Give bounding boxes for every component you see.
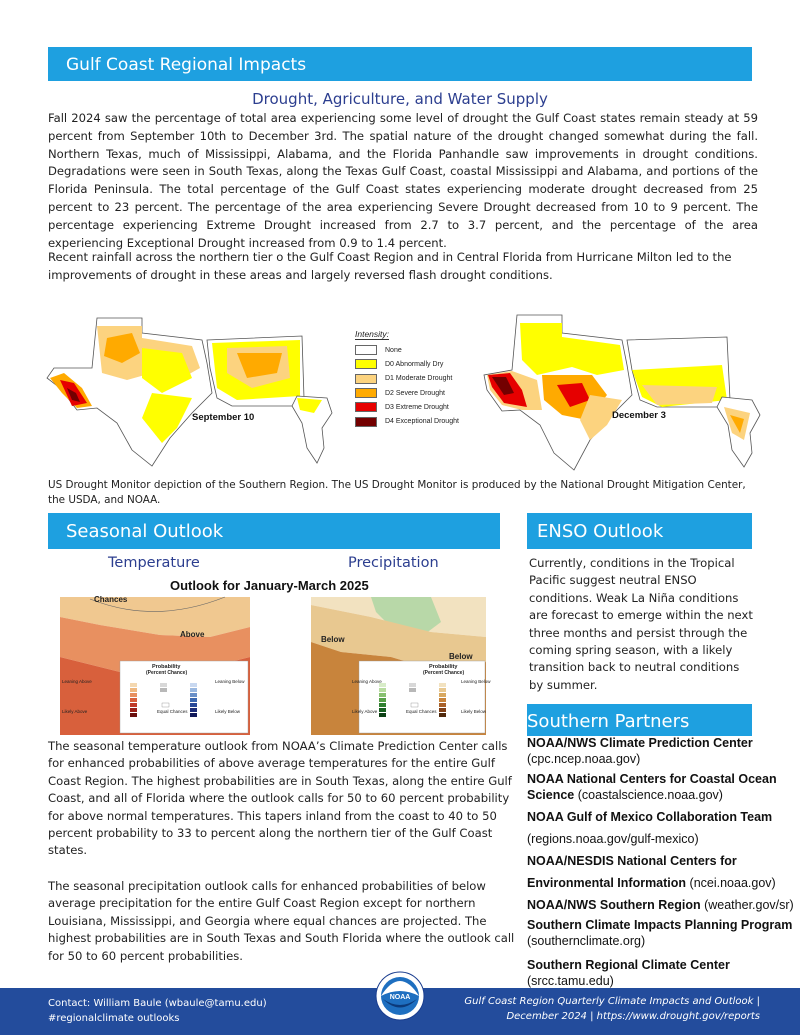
partner-item xyxy=(527,917,800,949)
partner-name: Southern Regional Climate Center xyxy=(527,958,730,972)
drought-map-december xyxy=(482,315,782,470)
map-label-september: September 10 xyxy=(192,412,255,423)
section-header-gulf-coast xyxy=(48,47,752,81)
partner-item xyxy=(527,735,800,767)
footer-hashtag: #regionalclimate outlooks xyxy=(48,1013,180,1024)
temp-prob-sub: (Percent Chance) xyxy=(146,670,188,676)
partner-item xyxy=(527,809,800,847)
partners-list xyxy=(527,735,800,991)
partner-link[interactable]: (ncei.noaa.gov) xyxy=(689,876,776,890)
partner-name-cont: Environmental Information (ncei.noaa.gov) xyxy=(527,876,776,890)
section-header-enso-outlook xyxy=(527,513,752,549)
temp-leaning-below: Leaning Below xyxy=(215,679,245,684)
partner-link[interactable]: (srcc.tamu.edu) xyxy=(527,974,614,988)
section-header-seasonal-outlook xyxy=(48,513,500,549)
drought-map-caption: US Drought Monitor depiction of the Southern Region. The US Drought Monitor is produced by the National Drought Mitigation Center, the USDA, and NOAA. xyxy=(48,479,746,506)
precip-leaning-below: Leaning Below xyxy=(461,679,491,684)
partner-link[interactable]: (regions.noaa.gov/gulf-mexico) xyxy=(527,832,699,846)
enso-paragraph: Currently, conditions in the Tropical Pacific suggest neutral ENSO conditions. Weak La Niña conditions are forecast to emerge within the next three months and persist through the coming spring season, with a likely transition back to neutral conditions by summer. xyxy=(529,556,753,692)
legend-label: D3 Extreme Drought xyxy=(385,403,449,411)
legend-row xyxy=(355,400,475,414)
legend-label: D1 Moderate Drought xyxy=(385,375,453,383)
temperature-outlook-map xyxy=(60,597,250,735)
section-header-southern-partners xyxy=(527,704,752,736)
legend-label: D0 Abnormally Dry xyxy=(385,360,444,368)
footer-contact-block xyxy=(48,996,267,1026)
noaa-logo-icon xyxy=(375,971,425,1021)
legend-swatch xyxy=(355,402,377,412)
partner-name: NOAA National Centers for Coastal Ocean xyxy=(527,772,777,786)
legend-label: D4 Exceptional Drought xyxy=(385,418,459,426)
section-title: Southern Partners xyxy=(527,711,690,732)
drought-paragraph-2: Recent rainfall across the northern tier o the Gulf Coast Region and in Central Florida from Hurricane Milton led to the improvements of drought in these areas and largely reversed flash drought conditions. xyxy=(48,250,732,282)
partner-link[interactable]: (southernclimate.org) xyxy=(527,934,646,948)
legend-swatch xyxy=(355,417,377,427)
outlook-title: Outlook for January-March 2025 xyxy=(170,578,369,593)
partner-name: NOAA/NESDIS National Centers for xyxy=(527,854,737,868)
section-title: Seasonal Outlook xyxy=(66,521,224,542)
drought-map-september xyxy=(42,318,342,468)
precip-prob-title: Probability xyxy=(429,664,458,670)
partner-name: NOAA/NWS Climate Prediction Center xyxy=(527,736,753,750)
legend-row xyxy=(355,386,475,400)
legend-row xyxy=(355,372,475,386)
precipitation-outlook-paragraph: The seasonal precipitation outlook calls for enhanced probabilities of below average precipitation for the entire Gulf Coast Region except for northern Louisiana, Mississippi, and Georgia where equal chances are projected. The highest probabilities are in South Texas and South Florida where the outlook call for 50 to 60 percent probabilities. xyxy=(48,879,515,963)
partner-item xyxy=(527,771,800,803)
legend-row xyxy=(355,343,475,357)
partner-item xyxy=(527,957,800,989)
footer-contact[interactable]: Contact: William Baule (wbaule@tamu.edu) xyxy=(48,998,267,1009)
footer-report-info xyxy=(460,994,760,1024)
legend-swatch xyxy=(355,374,377,384)
temp-likely-below: Likely Below xyxy=(215,709,241,714)
legend-row xyxy=(355,357,475,371)
footer-report-title: Gulf Coast Region Quarterly Climate Impacts and Outlook | xyxy=(464,996,760,1007)
noaa-logo-text: NOAA xyxy=(389,994,411,1001)
precip-map-below-west: Below xyxy=(321,635,345,644)
drought-legend xyxy=(355,329,475,429)
precip-prob-sub: (Percent Chance) xyxy=(423,670,465,676)
legend-swatch xyxy=(355,345,377,355)
temp-map-above-label: Above xyxy=(180,630,205,639)
section-title: ENSO Outlook xyxy=(537,521,664,542)
footer-report-link[interactable]: December 2024 | https://www.drought.gov/reports xyxy=(506,1011,760,1022)
precip-probability-legend xyxy=(352,661,491,733)
precipitation-heading: Precipitation xyxy=(348,555,439,571)
partner-item xyxy=(527,897,800,913)
partner-item xyxy=(527,853,800,891)
legend-label: None xyxy=(385,346,402,354)
partner-name: NOAA Gulf of Mexico Collaboration Team xyxy=(527,810,773,824)
partner-link[interactable]: (weather.gov/sr) xyxy=(704,898,794,912)
partner-link[interactable]: (coastalscience.noaa.gov) xyxy=(577,788,723,802)
legend-title: Intensity: xyxy=(355,329,390,339)
precip-likely-above: Likely Above xyxy=(352,709,378,714)
partner-name: NOAA/NWS Southern Region xyxy=(527,898,701,912)
precip-equal-chances: Equal Chances xyxy=(406,709,437,714)
legend-row xyxy=(355,414,475,428)
temp-leaning-above: Leaning Above xyxy=(62,679,92,684)
precip-map-below-east: Below xyxy=(449,652,473,661)
temp-equal-chances: Equal Chances xyxy=(157,709,188,714)
legend-label: D2 Severe Drought xyxy=(385,389,445,397)
precipitation-outlook-map xyxy=(311,597,491,735)
drought-subheading: Drought, Agriculture, and Water Supply xyxy=(252,90,548,108)
temp-prob-title: Probability xyxy=(152,664,181,670)
partner-name-cont: Science (coastalscience.noaa.gov) xyxy=(527,788,723,802)
partner-name: Southern Climate Impacts Planning Program xyxy=(527,918,793,932)
temperature-heading: Temperature xyxy=(108,555,200,571)
temp-map-chances-label: Chances xyxy=(94,595,128,604)
temperature-outlook-paragraph: The seasonal temperature outlook from NOAA’s Climate Prediction Center calls for enhanced probabilities of above average temperatures for the entire Gulf Coast Region. The highest probabilities are in South Texas, along the entire Gulf Coast, and all of Florida where the outlook calls for 50 to 60 percent probability for above normal temperatures. This tapers inland from the coast to 40 to 50 percent probability to 33 to percent along the northern tier of the Gulf Coast states. xyxy=(48,739,512,858)
map-label-december: December 3 xyxy=(612,410,666,421)
precip-likely-below: Likely Below xyxy=(461,709,487,714)
precip-leaning-above: Leaning Above xyxy=(352,679,382,684)
drought-paragraph-1: Fall 2024 saw the percentage of total area experiencing some level of drought the Gulf Coast states remain steady at 59 percent from September 10th to December 3rd. The spatial nature of the drought changed somewhat during the fall. Northern Texas, much of Mississippi, Alabama, and the Florida Panhandle saw improvements in drought conditions. Degradations were seen in South Texas, along the Texas Gulf Coast, coastal Mississippi and Alabama, and portions of the Florida Peninsula. The total percentage of the Gulf Coast states experiencing moderate drought decreased from 25 percent to 23 percent. The percentage of the area experiencing Severe Drought decreased from 10 to 9 percent. The percentage experiencing Extreme Drought increased from 2.7 to 3.7 percent, and the percentage of the area experiencing Exceptional Drought increased from 0.9 to 1.4 percent. xyxy=(48,111,758,250)
section-title: Gulf Coast Regional Impacts xyxy=(66,55,307,75)
legend-swatch xyxy=(355,359,377,369)
legend-swatch xyxy=(355,388,377,398)
temp-likely-above: Likely Above xyxy=(62,709,88,714)
partner-link[interactable]: (cpc.ncep.noaa.gov) xyxy=(527,752,641,766)
